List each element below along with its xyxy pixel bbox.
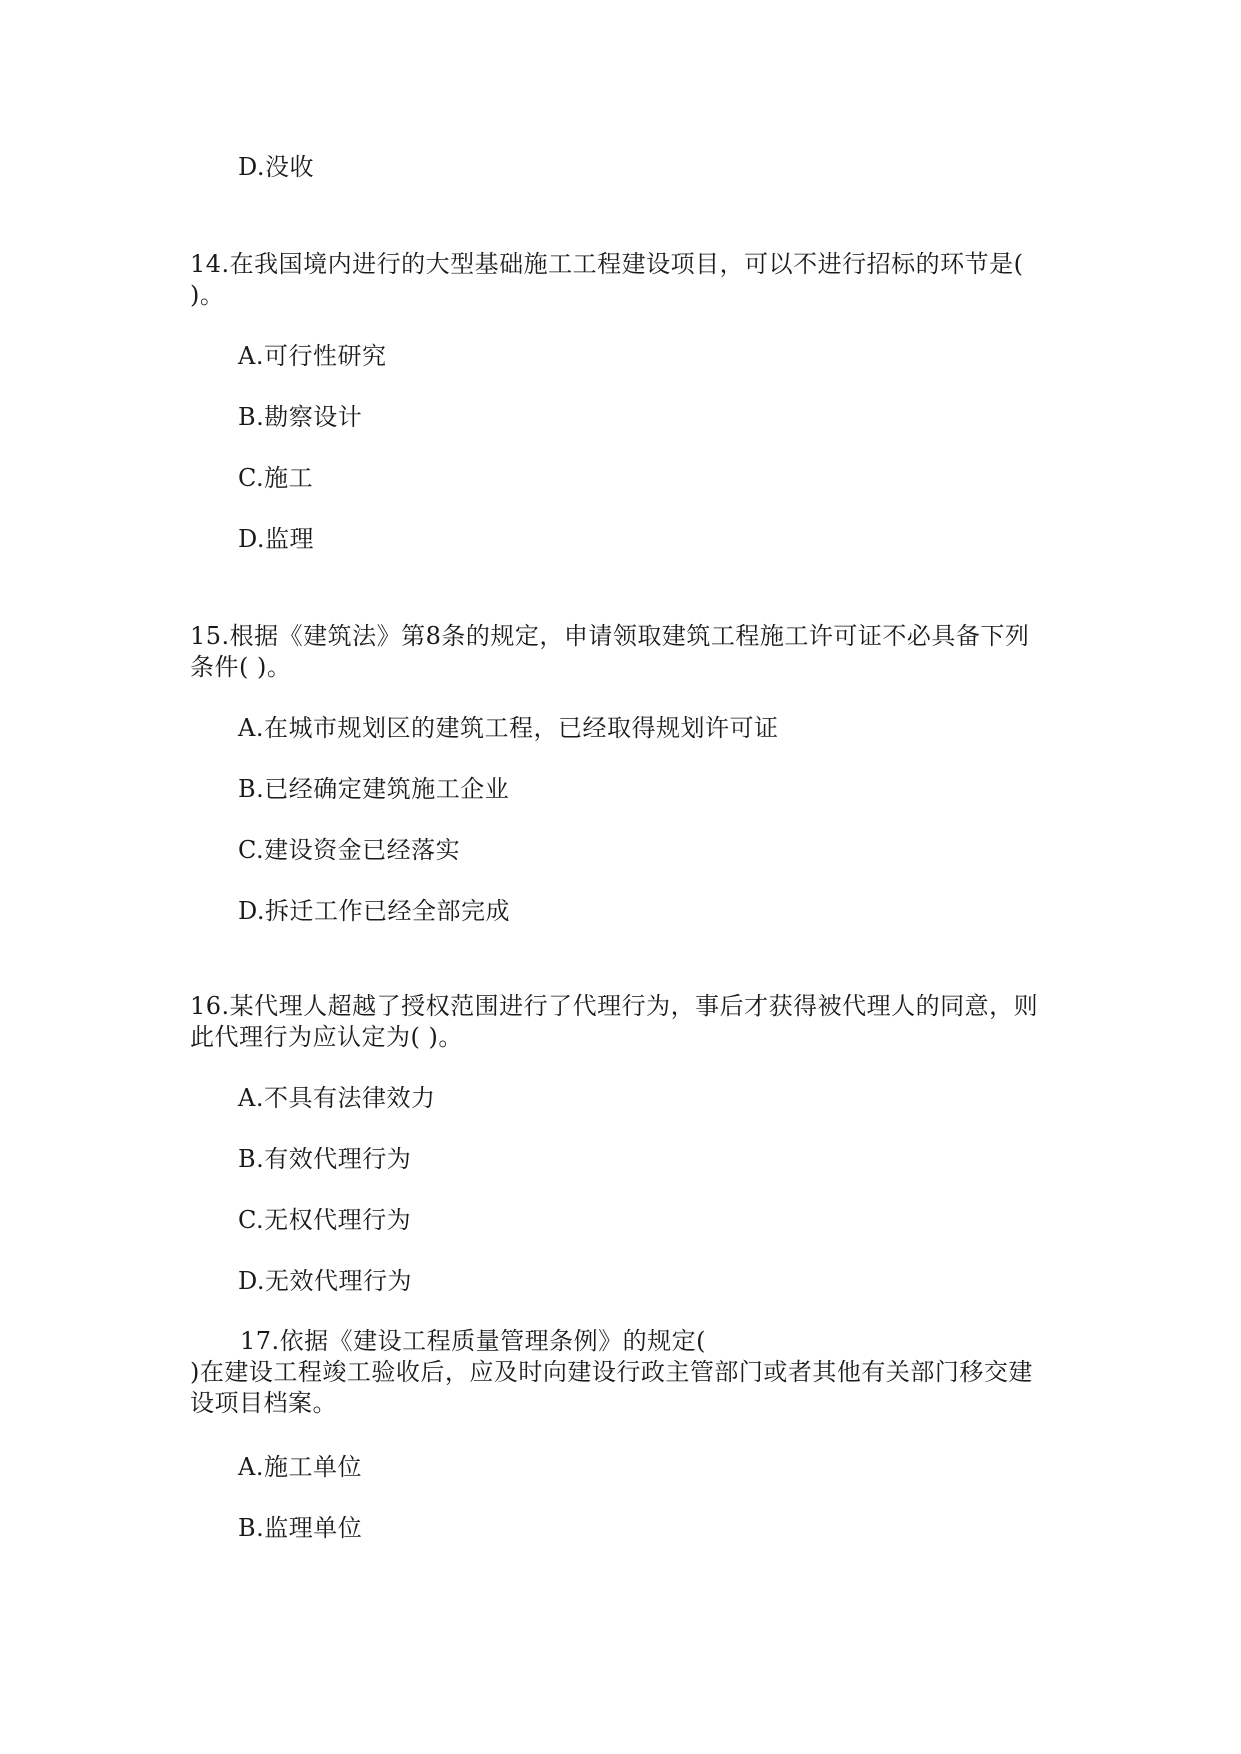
q17-stem-line-3: 设项目档案。 — [190, 1389, 337, 1417]
q15-option-a: A.在城市规划区的建筑工程，已经取得规划许可证 — [238, 714, 779, 742]
q14-option-a: A.可行性研究 — [238, 342, 387, 370]
q17-stem-line-1: 17.依据《建设工程质量管理条例》的规定( — [240, 1327, 707, 1355]
q15-option-c: C.建设资金已经落实 — [238, 836, 461, 864]
q16-option-d: D.无效代理行为 — [238, 1267, 413, 1295]
q15-stem-line-2: 条件( )。 — [190, 653, 292, 681]
q15-option-b: B.已经确定建筑施工企业 — [238, 775, 510, 803]
q14-option-c: C.施工 — [238, 464, 314, 492]
q15-stem-line-1: 15.根据《建筑法》第8条的规定，申请领取建筑工程施工许可证不必具备下列 — [190, 622, 1030, 650]
q16-option-b: B.有效代理行为 — [238, 1145, 412, 1173]
q14-option-d: D.监理 — [238, 525, 315, 553]
q14-option-b: B.勘察设计 — [238, 403, 363, 431]
q15-option-d: D.拆迁工作已经全部完成 — [238, 897, 511, 925]
q17-option-a: A.施工单位 — [238, 1453, 362, 1481]
q17-option-b: B.监理单位 — [238, 1514, 363, 1542]
q13-option-d: D.没收 — [238, 153, 315, 181]
q16-option-a: A.不具有法律效力 — [238, 1084, 436, 1112]
q14-stem-line-2: )。 — [190, 281, 225, 309]
q17-stem-line-2: )在建设工程竣工验收后，应及时向建设行政主管部门或者其他有关部门移交建 — [190, 1358, 1033, 1386]
q16-option-c: C.无权代理行为 — [238, 1206, 412, 1234]
q16-stem-line-1: 16.某代理人超越了授权范围进行了代理行为，事后才获得被代理人的同意，则 — [190, 992, 1039, 1020]
q14-stem-line-1: 14.在我国境内进行的大型基础施工工程建设项目，可以不进行招标的环节是( — [190, 250, 1024, 278]
q16-stem-line-2: 此代理行为应认定为( )。 — [190, 1023, 463, 1051]
